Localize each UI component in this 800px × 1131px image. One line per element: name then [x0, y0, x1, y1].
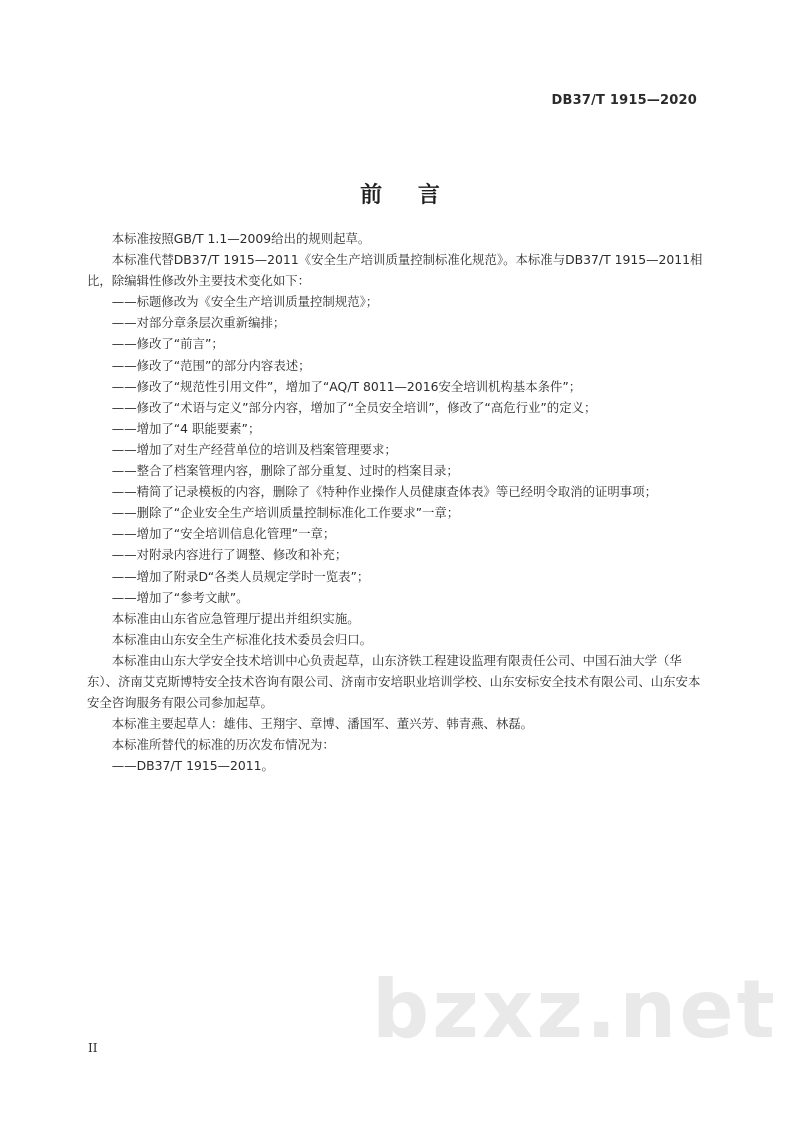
change-item: ——精简了记录模板的内容，删除了《特种作业操作人员健康查体表》等已经明令取消的证明事项； — [111, 484, 657, 500]
change-item: ——增加了附录D“各类人员规定学时一览表”； — [111, 568, 370, 584]
paragraph: 本标准由山东省应急管理厅提出并组织实施。 — [111, 610, 360, 626]
page-number: II — [88, 1041, 98, 1055]
change-item: ——标题修改为《安全生产培训质量控制规范》； — [111, 294, 379, 310]
change-item: ——增加了“安全培训信息化管理”一章； — [111, 526, 336, 542]
change-item: ——对部分章条层次重新编排； — [111, 315, 286, 331]
paragraph: 本标准代替DB37/T 1915—2011《安全生产培训质量控制标准化规范》。本标准与DB37/T 1915—2011相比，除编辑性修改外主要技术变化如下： — [87, 252, 703, 289]
change-item: ——修改了“规范性引用文件”，增加了“AQ/T 8011—2016安全培训机构基本条件”； — [111, 378, 582, 394]
page-title: 前 言 — [360, 183, 454, 208]
change-item: ——DB37/T 1915—2011。 — [111, 758, 274, 774]
change-item: ——修改了“前言”； — [111, 336, 224, 352]
change-item: ——整合了档案管理内容，删除了部分重复、过时的档案目录； — [111, 463, 459, 479]
change-item: ——修改了“范围”的部分内容表述； — [111, 357, 311, 373]
watermark: bzxz.net — [372, 963, 778, 1056]
paragraph: 本标准所替代的标准的历次发布情况为： — [111, 737, 335, 753]
paragraph: 本标准由山东大学安全技术培训中心负责起草，山东济铁工程建设监理有限责任公司、中国石油大学（华东）、济南艾克斯博特安全技术咨询有限公司、济南市安培职业培训学校、山东安标安全技术有限公司、山东安本安全咨询服务有限公司参加起草。 — [87, 652, 701, 711]
change-item: ——增加了对生产经营单位的培训及档案管理要求； — [111, 441, 397, 457]
paragraph: 本标准主要起草人：雄伟、王翔宇、章博、潘国军、董兴芳、韩青燕、林磊。 — [111, 716, 534, 732]
foreword-body — [87, 228, 707, 776]
paragraph: 本标准按照GB/T 1.1—2009给出的规则起草。 — [111, 231, 371, 246]
change-item: ——对附录内容进行了调整、修改和补充； — [111, 547, 348, 563]
standard-code: DB37/T 1915—2020 — [551, 93, 697, 108]
paragraph: 本标准由山东安全生产标准化技术委员会归口。 — [111, 631, 372, 647]
change-item: ——增加了“参考文献”。 — [111, 589, 249, 605]
change-item: ——删除了“企业安全生产培训质量控制标准化工作要求”一章； — [111, 505, 460, 521]
change-item: ——修改了“术语与定义”部分内容，增加了“全员安全培训”，修改了“高危行业”的定义； — [111, 399, 597, 415]
change-item: ——增加了“4 职能要素”； — [111, 420, 261, 436]
